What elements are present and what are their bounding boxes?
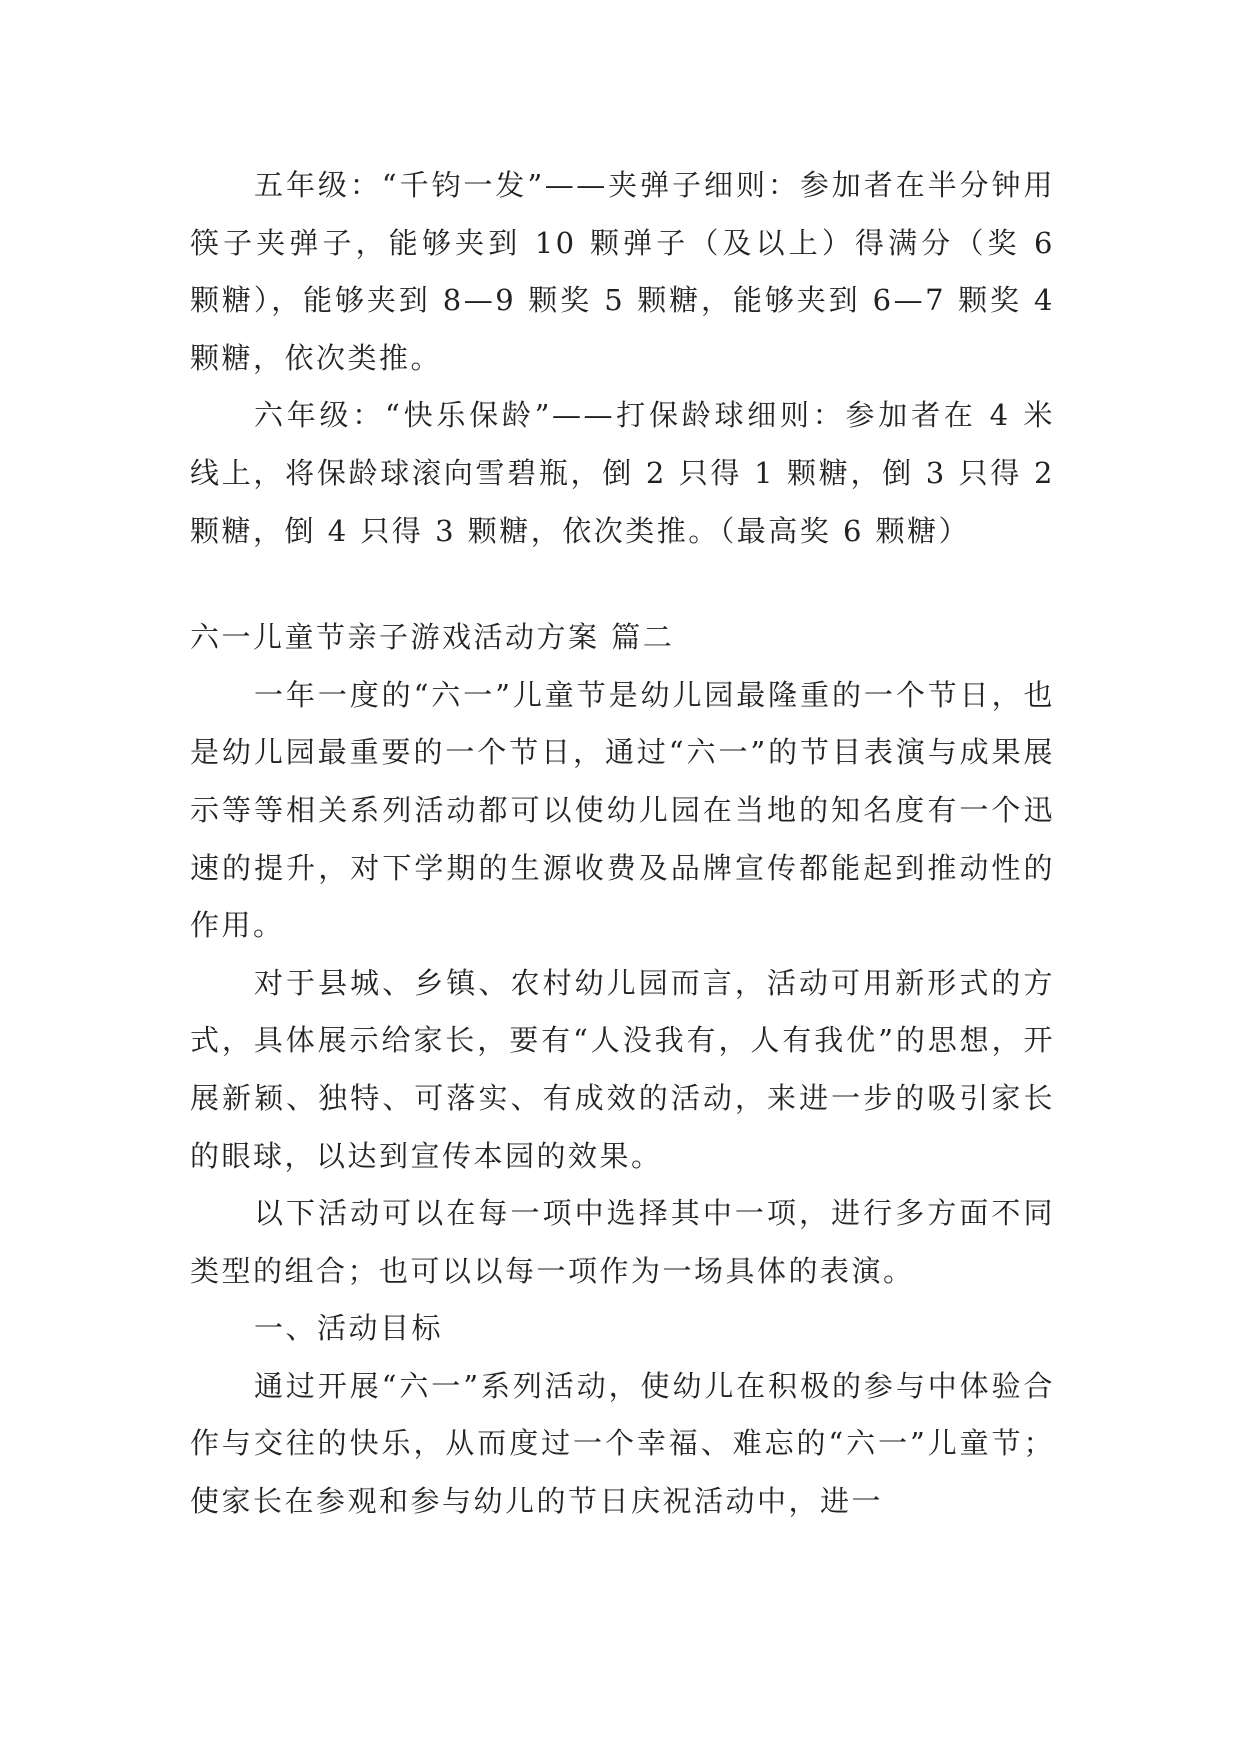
paragraph-grade-five-rules: 五年级：“千钧一发”——夹弹子细则：参加者在半分钟用筷子夹弹子，能够夹到 10 颗弹子（及以上）得满分（奖 6 颗糖），能够夹到 8—9 颗奖 5 颗糖，能够夹到 6—7 颗奖 4 颗糖，依次类推。 <box>190 168 1055 375</box>
paragraph-intro: 一年一度的“六一”儿童节是幼儿园最隆重的一个节日，也是幼儿园最重要的一个节日，通过“六一”的节目表演与成果展示等等相关系列活动都可以使幼儿园在当地的知名度有一个迅速的提升，对下学期的生源收费及品牌宣传都能起到推动性的作用。 <box>190 677 1055 943</box>
paragraph-rural-kindergartens: 对于县城、乡镇、农村幼儿园而言，活动可用新形式的方式，具体展示给家长，要有“人没我有，人有我优”的思想，开展新颖、独特、可落实、有成效的活动，来进一步的吸引家长的眼球，以达到宣传本园的效果。 <box>190 965 1055 1173</box>
paragraph-grade-six-rules: 六年级：“快乐保龄”——打保龄球细则：参加者在 4 米线上，将保龄球滚向雪碧瓶，倒 2 只得 1 颗糖，倒 3 只得 2 颗糖，倒 4 只得 3 颗糖，依次类推。（最高奖 6 颗糖） <box>190 398 1055 548</box>
subheading-activity-goals: 一、活动目标 <box>254 1311 444 1346</box>
paragraph-activity-selection: 以下活动可以在每一项中选择其中一项，进行多方面不同类型的组合；也可以以每一项作为一场具体的表演。 <box>190 1196 1055 1288</box>
document-page <box>190 157 1055 1531</box>
paragraph-activity-goals: 通过开展“六一”系列活动，使幼儿在积极的参与中体验合作与交往的快乐，从而度过一个幸福、难忘的“六一”儿童节；使家长在参观和参与幼儿的节日庆祝活动中，进一 <box>190 1368 1055 1519</box>
section-heading: 六一儿童节亲子游戏活动方案 篇二 <box>190 620 675 655</box>
